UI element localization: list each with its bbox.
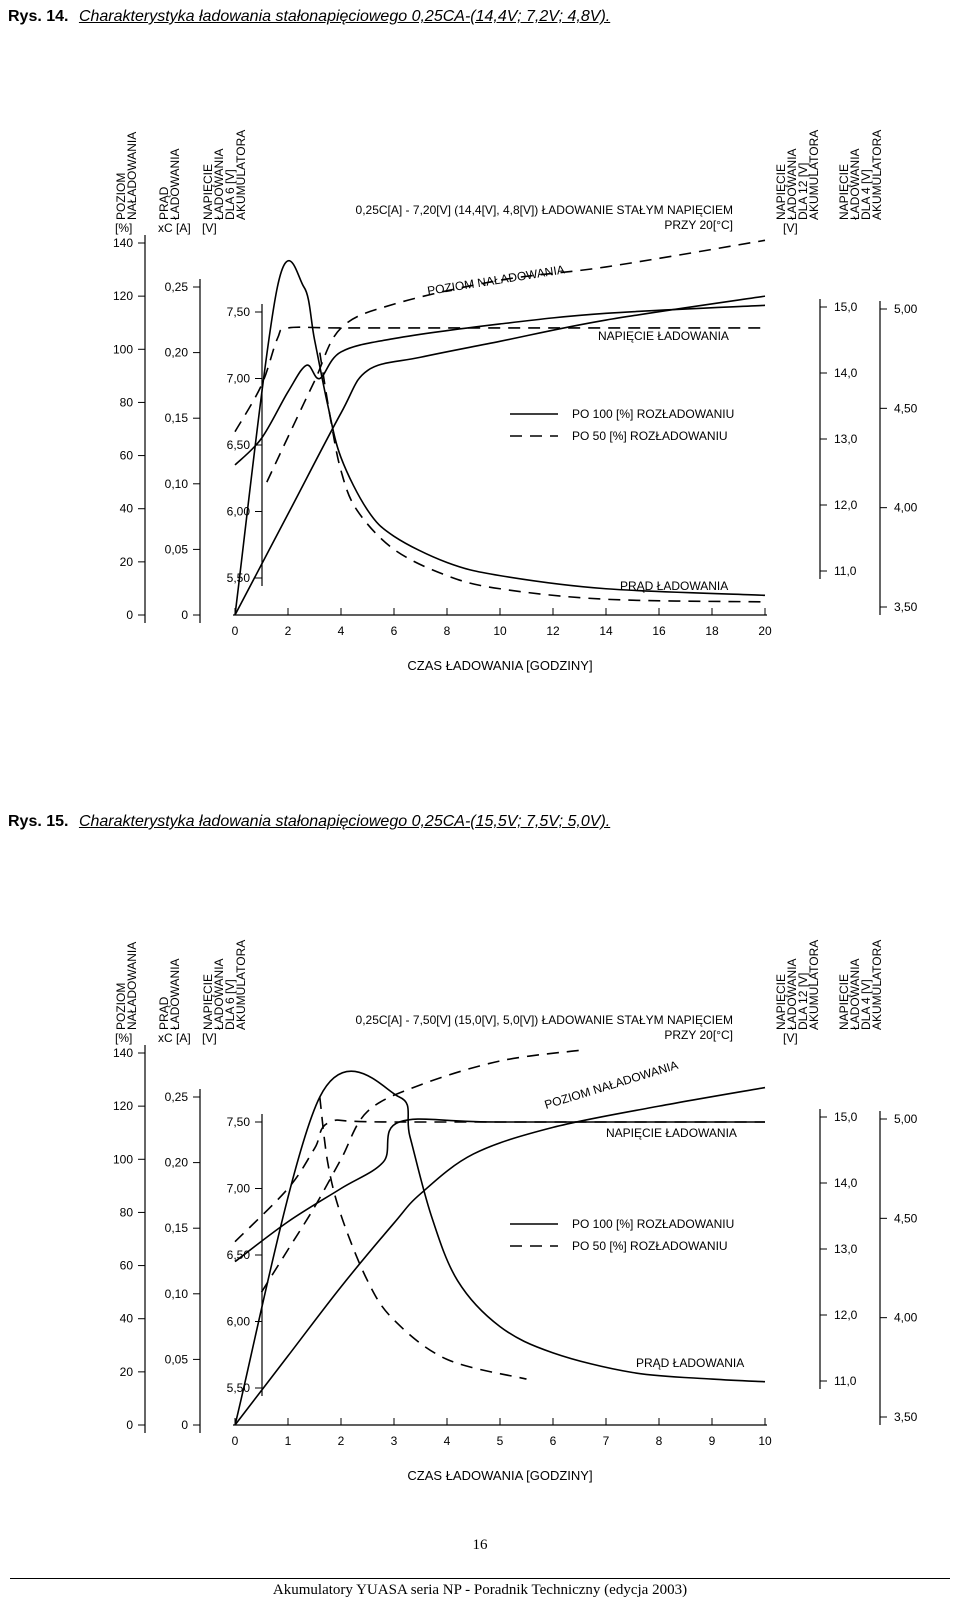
x-axis-tick-label: 12 <box>546 624 560 638</box>
curve-label-soc: POZIOM NAŁADOWANIA <box>542 1057 680 1112</box>
axis-tick-label-v4: 4,50 <box>894 1211 918 1226</box>
figure-15-number: Rys. 15. <box>8 813 69 830</box>
figure-14-number: Rys. 14. <box>8 8 69 25</box>
axis-tick-label-current: 0 <box>181 608 188 622</box>
axis-tick-label-v12: 12,0 <box>834 498 858 512</box>
axis-title-v6: AKUMULATORA <box>234 939 248 1030</box>
axis-tick-label-soc: 40 <box>119 1311 133 1326</box>
axis-unit-current: xC [A] <box>158 1031 191 1045</box>
figure-14-caption <box>8 8 610 26</box>
chart-title-line1: 0,25C[A] - 7,20[V] (14,4[V], 4,8[V]) ŁADOWANIE STAŁYM NAPIĘCIEM <box>355 203 733 217</box>
curve-label-voltage: NAPIĘCIE ŁADOWANIA <box>598 329 729 343</box>
axis-tick-label-v6: 7,00 <box>226 1181 250 1196</box>
figure-14-chart <box>0 90 960 700</box>
axis-tick-label-v12: 11,0 <box>834 564 857 578</box>
axis-tick-label-v4: 3,50 <box>894 600 918 614</box>
axis-title-soc: POZIOM <box>114 982 128 1030</box>
axis-tick-label-current: 0,15 <box>164 1221 188 1236</box>
x-axis-tick-label: 20 <box>758 624 772 638</box>
axis-tick-label-soc: 140 <box>112 236 133 250</box>
axis-unit-v12: [V] <box>783 221 798 235</box>
x-axis-tick-label: 10 <box>758 1434 772 1448</box>
x-axis-tick-label: 10 <box>493 624 507 638</box>
axis-tick-label-v6: 6,50 <box>226 438 250 452</box>
axis-title-v12: ŁADOWANIA <box>785 958 799 1030</box>
axis-title-v4: DLA 4 [V] <box>859 169 873 220</box>
axis-tick-label-v6: 6,50 <box>226 1248 250 1262</box>
axis-title-v4: NAPIĘCIE <box>837 973 851 1030</box>
axis-title-v12: AKUMULATORA <box>807 129 821 220</box>
axis-title-soc: POZIOM <box>114 172 128 220</box>
axis-tick-label-current: 0,05 <box>164 1352 188 1367</box>
axis-title-v4: DLA 4 [V] <box>859 979 873 1030</box>
axis-tick-label-current: 0,10 <box>164 1286 188 1301</box>
axis-tick-label-soc: 20 <box>119 1364 133 1379</box>
axis-tick-label-soc: 120 <box>112 1099 133 1114</box>
axis-tick-label-current: 0,10 <box>164 476 188 491</box>
x-axis-tick-label: 8 <box>655 1434 663 1448</box>
axis-title-v12: NAPIĘCIE <box>774 163 788 220</box>
x-axis-tick-label: 14 <box>599 624 613 638</box>
figure-15-chart <box>0 900 960 1510</box>
axis-tick-label-v4: 4,50 <box>894 401 918 416</box>
curve-label-current: PRĄD ŁADOWANIA <box>636 1356 745 1370</box>
legend-label-solid: PO 100 [%] ROZŁADOWANIU <box>572 1217 735 1231</box>
axis-tick-label-soc: 40 <box>119 501 133 516</box>
axis-tick-label-v12: 14,0 <box>834 366 858 380</box>
axis-tick-label-soc: 80 <box>119 1205 133 1220</box>
axis-title-v6: NAPIĘCIE <box>201 973 215 1030</box>
axis-tick-label-v6: 7,00 <box>226 371 250 386</box>
curve-label-current: PRĄD ŁADOWANIA <box>620 579 729 593</box>
axis-tick-label-v12: 11,0 <box>834 1374 857 1388</box>
axis-tick-label-current: 0,25 <box>164 280 188 294</box>
axis-title-v6: ŁADOWANIA <box>212 148 226 220</box>
x-axis-tick-label: 1 <box>284 1434 292 1448</box>
legend-label-dashed: PO 50 [%] ROZŁADOWANIU <box>572 429 728 443</box>
axis-tick-label-current: 0,20 <box>164 1155 188 1170</box>
axis-tick-label-v6: 7,50 <box>226 305 250 319</box>
axis-title-v6: DLA 6 [V] <box>223 169 237 220</box>
axis-tick-label-v4: 4,00 <box>894 500 918 515</box>
figure-14-title: Charakterystyka ładowania stałonapięciowego 0,25CA-(14,4V; 7,2V; 4,8V). <box>78 8 611 25</box>
axis-tick-label-current: 0,20 <box>164 345 188 360</box>
axis-title-v12: ŁADOWANIA <box>785 148 799 220</box>
axis-tick-label-current: 0,05 <box>164 542 188 557</box>
axis-title-v6: ŁADOWANIA <box>212 958 226 1030</box>
axis-title-soc: NAŁADOWANIA <box>125 131 139 220</box>
axis-tick-label-soc: 60 <box>119 1258 133 1273</box>
axis-title-v4: NAPIĘCIE <box>837 163 851 220</box>
axis-tick-label-v12: 15,0 <box>834 300 858 314</box>
legend-label-dashed: PO 50 [%] ROZŁADOWANIU <box>572 1239 728 1253</box>
axis-tick-label-soc: 80 <box>119 395 133 410</box>
axis-title-v6: DLA 6 [V] <box>223 979 237 1030</box>
axis-title-v4: ŁADOWANIA <box>848 148 862 220</box>
axis-title-current: PRĄD <box>157 186 171 220</box>
x-axis-tick-label: 18 <box>705 624 719 638</box>
axis-tick-label-soc: 140 <box>112 1046 133 1060</box>
axis-tick-label-soc: 100 <box>112 342 133 357</box>
axis-unit-current: xC [A] <box>158 221 191 235</box>
axis-tick-label-soc: 120 <box>112 289 133 304</box>
axis-tick-label-soc: 60 <box>119 448 133 463</box>
series-soc-dashed <box>262 1050 580 1292</box>
axis-tick-label-v12: 14,0 <box>834 1176 858 1190</box>
x-axis-tick-label: 16 <box>652 624 666 638</box>
axis-title-v12: NAPIĘCIE <box>774 973 788 1030</box>
footer-divider <box>10 1578 950 1579</box>
chart-title-line2: PRZY 20[°C] <box>664 1028 733 1042</box>
axis-tick-label-v4: 5,00 <box>894 302 918 316</box>
x-axis-title: CZAS ŁADOWANIA [GODZINY] <box>407 1468 593 1483</box>
axis-title-current: ŁADOWANIA <box>168 148 182 220</box>
axis-tick-label-current: 0,15 <box>164 411 188 426</box>
axis-title-v4: AKUMULATORA <box>870 129 884 220</box>
axis-unit-v6: [V] <box>202 221 217 235</box>
axis-unit-v12: [V] <box>783 1031 798 1045</box>
curve-label-soc: POZIOM NAŁADOWANIA <box>426 262 566 298</box>
axis-title-v6: NAPIĘCIE <box>201 163 215 220</box>
legend-label-solid: PO 100 [%] ROZŁADOWANIU <box>572 407 735 421</box>
axis-tick-label-soc: 20 <box>119 554 133 569</box>
axis-tick-label-v12: 13,0 <box>834 432 858 446</box>
axis-tick-label-soc: 100 <box>112 1152 133 1167</box>
page-number: 16 <box>472 1537 488 1553</box>
series-soc-solid <box>235 296 765 615</box>
axis-tick-label-soc: 0 <box>126 1418 133 1432</box>
x-axis-tick-label: 0 <box>231 624 239 638</box>
x-axis-tick-label: 4 <box>443 1434 451 1448</box>
series-current-dashed <box>320 1097 527 1379</box>
axis-tick-label-v6: 6,00 <box>226 504 250 519</box>
x-axis-title: CZAS ŁADOWANIA [GODZINY] <box>407 658 593 673</box>
series-current-dashed <box>320 353 765 602</box>
axis-tick-label-v12: 13,0 <box>834 1242 858 1256</box>
x-axis-tick-label: 8 <box>443 624 451 638</box>
x-axis-tick-label: 2 <box>337 1434 345 1448</box>
figure-15-title: Charakterystyka ładowania stałonapięciowego 0,25CA-(15,5V; 7,5V; 5,0V). <box>78 813 611 830</box>
chart-title-line2: PRZY 20[°C] <box>664 218 733 232</box>
axis-tick-label-v6: 6,00 <box>226 1314 250 1329</box>
axis-tick-label-v6: 5,50 <box>226 571 250 585</box>
axis-title-v12: DLA 12 [V] <box>796 972 810 1030</box>
curve-label-voltage: NAPIĘCIE ŁADOWANIA <box>606 1126 737 1140</box>
axis-title-v12: AKUMULATORA <box>807 939 821 1030</box>
x-axis-tick-label: 5 <box>496 1434 504 1448</box>
axis-tick-label-v12: 15,0 <box>834 1110 858 1124</box>
axis-tick-label-v4: 5,00 <box>894 1112 918 1126</box>
axis-tick-label-current: 0,25 <box>164 1090 188 1104</box>
axis-tick-label-soc: 0 <box>126 608 133 622</box>
x-axis-tick-label: 4 <box>337 624 345 638</box>
x-axis-tick-label: 6 <box>390 624 398 638</box>
axis-tick-label-v6: 5,50 <box>226 1381 250 1395</box>
axis-title-current: ŁADOWANIA <box>168 958 182 1030</box>
figure-15-caption <box>8 813 610 831</box>
axis-tick-label-v6: 7,50 <box>226 1115 250 1129</box>
axis-title-v4: AKUMULATORA <box>870 939 884 1030</box>
x-axis-tick-label: 0 <box>231 1434 239 1448</box>
x-axis-tick-label: 6 <box>549 1434 557 1448</box>
x-axis-tick-label: 3 <box>390 1434 398 1448</box>
axis-tick-label-v4: 3,50 <box>894 1410 918 1424</box>
axis-tick-label-v4: 4,00 <box>894 1310 918 1325</box>
axis-title-current: PRĄD <box>157 996 171 1030</box>
axis-unit-v6: [V] <box>202 1031 217 1045</box>
x-axis-tick-label: 9 <box>708 1434 716 1448</box>
axis-title-v6: AKUMULATORA <box>234 129 248 220</box>
axis-title-v12: DLA 12 [V] <box>796 162 810 220</box>
footer-text: Akumulatory YUASA seria NP - Poradnik Techniczny (edycja 2003) <box>272 1582 688 1598</box>
axis-tick-label-v12: 12,0 <box>834 1308 858 1322</box>
axis-unit-soc: [%] <box>115 221 133 235</box>
x-axis-tick-label: 7 <box>602 1434 610 1448</box>
axis-tick-label-current: 0 <box>181 1418 188 1432</box>
chart-title-line1: 0,25C[A] - 7,50[V] (15,0[V], 5,0[V]) ŁADOWANIE STAŁYM NAPIĘCIEM <box>355 1013 733 1027</box>
axis-unit-soc: [%] <box>115 1031 133 1045</box>
x-axis-tick-label: 2 <box>284 624 292 638</box>
axis-title-soc: NAŁADOWANIA <box>125 941 139 1030</box>
axis-title-v4: ŁADOWANIA <box>848 958 862 1030</box>
